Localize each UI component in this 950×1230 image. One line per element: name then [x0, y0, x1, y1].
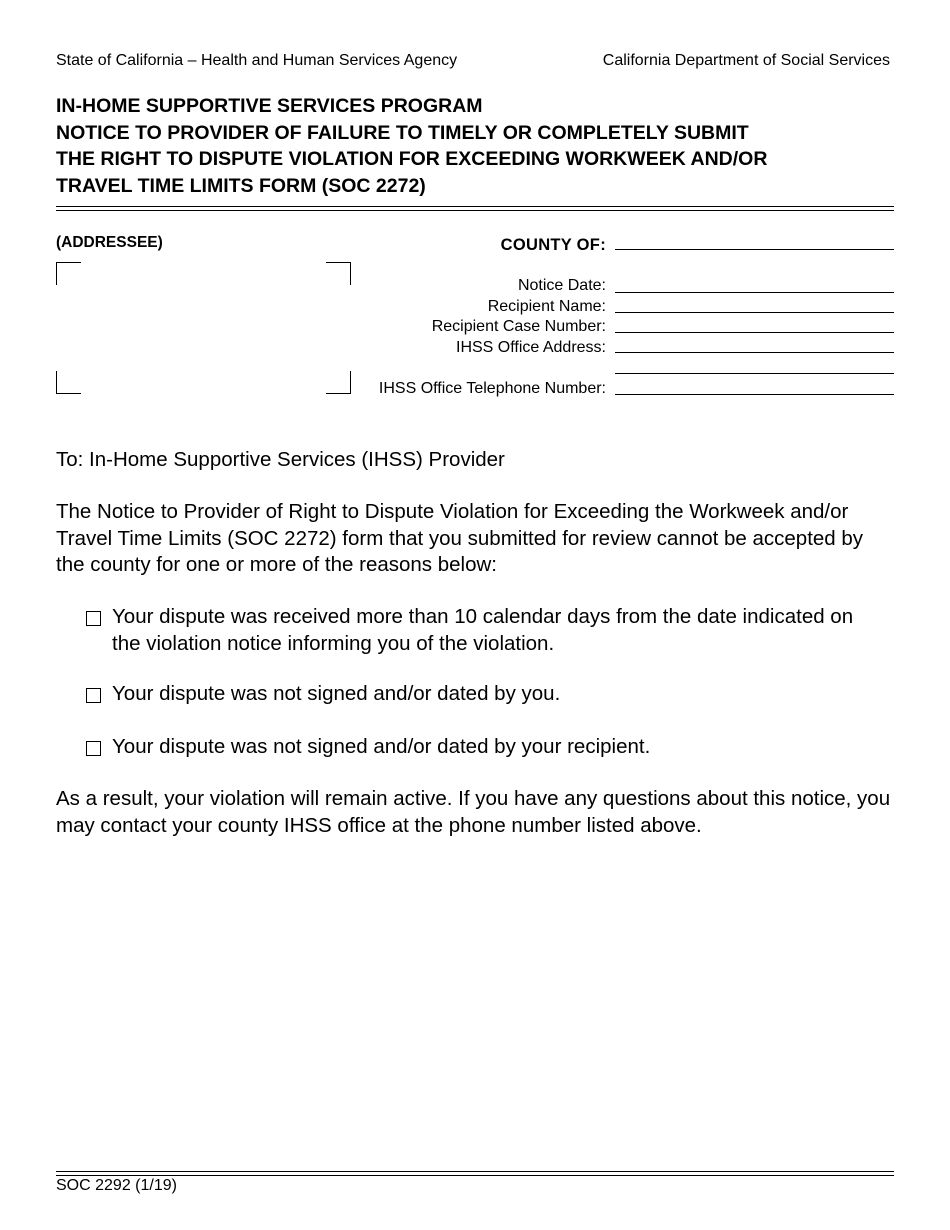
reason-item: [86, 734, 886, 761]
county-label: COUNTY OF:: [500, 236, 606, 254]
reason-text: Your dispute was received more than 10 calendar days from the date indicated on the violation notice informing you of the violation.: [112, 605, 854, 655]
office-telephone-field[interactable]: [615, 394, 894, 395]
reason-checkbox[interactable]: [86, 611, 101, 626]
recipient-case-number-field[interactable]: [615, 332, 894, 333]
reason-item: [86, 681, 886, 708]
title-line: TRAVEL TIME LIMITS FORM (SOC 2272): [56, 174, 426, 197]
reason-text: Your dispute was not signed and/or dated by your recipient.: [112, 735, 651, 758]
county-field[interactable]: [615, 249, 894, 250]
office-address-field[interactable]: [615, 352, 894, 353]
address-window-corner: [326, 371, 351, 394]
department-header: California Department of Social Services: [602, 52, 890, 69]
notice-date-label: Notice Date:: [517, 277, 606, 294]
intro-paragraph: The Notice to Provider of Right to Dispute Violation for Exceeding the Workweek and/or Travel Time Limits (SOC 2272) form that you submitted for review cannot be accepted by the county for one or more of the reasons below:: [56, 500, 864, 576]
reason-text: Your dispute was not signed and/or dated by you.: [112, 682, 561, 705]
recipient-case-number-label: Recipient Case Number:: [431, 318, 606, 335]
title-line: THE RIGHT TO DISPUTE VIOLATION FOR EXCEEDING WORKWEEK AND/OR: [56, 148, 768, 170]
closing-paragraph: As a result, your violation will remain active. If you have any questions about this notice, you may contact your county IHSS office at the phone number listed above.: [56, 787, 891, 837]
addressee-label: (ADDRESSEE): [56, 234, 163, 251]
office-address-label: IHSS Office Address:: [456, 339, 606, 356]
reason-item: [86, 604, 886, 657]
office-address-field-line-2[interactable]: [615, 373, 894, 374]
recipient-name-field[interactable]: [615, 312, 894, 313]
header-divider: [56, 206, 894, 211]
to-line: To: In-Home Supportive Services (IHSS) Provider: [56, 448, 505, 471]
office-telephone-label: IHSS Office Telephone Number:: [378, 380, 606, 397]
reason-checkbox[interactable]: [86, 741, 101, 756]
agency-header: State of California – Health and Human Services Agency: [56, 52, 458, 69]
notice-date-field[interactable]: [615, 292, 894, 293]
form-title: [56, 93, 896, 199]
form-number: SOC 2292 (1/19): [56, 1177, 177, 1194]
recipient-name-label: Recipient Name:: [487, 298, 606, 315]
title-line: NOTICE TO PROVIDER OF FAILURE TO TIMELY OR COMPLETELY SUBMIT: [56, 121, 749, 144]
address-window-corner: [56, 371, 81, 394]
address-window-corner: [326, 262, 351, 285]
footer-divider: [56, 1171, 894, 1176]
reason-checkbox[interactable]: [86, 688, 101, 703]
address-window-corner: [56, 262, 81, 285]
title-line: IN-HOME SUPPORTIVE SERVICES PROGRAM: [56, 95, 483, 117]
